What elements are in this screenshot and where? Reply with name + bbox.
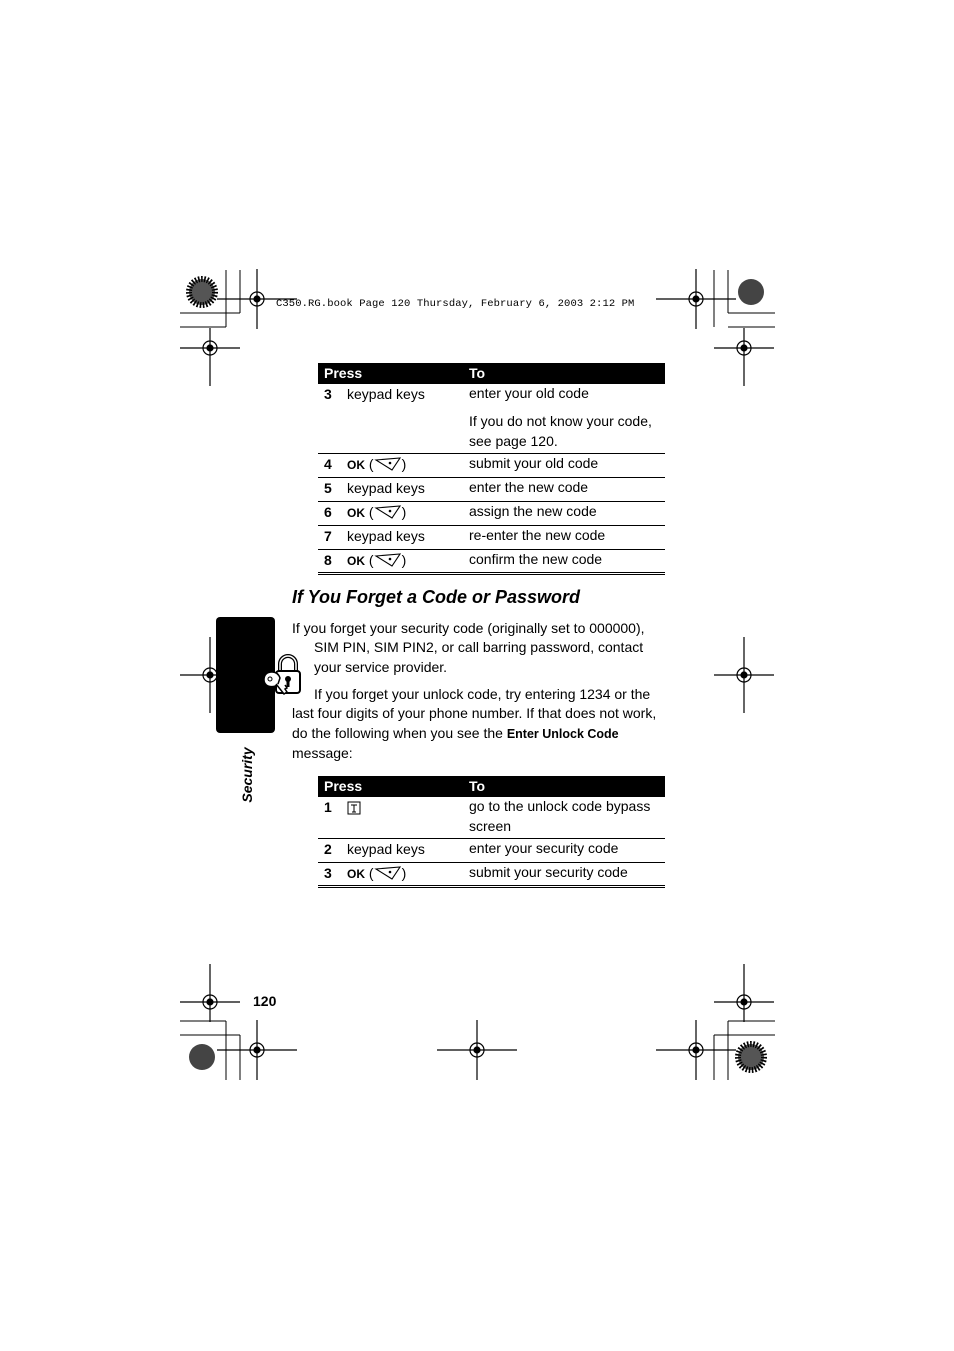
to-line: screen: [469, 817, 512, 834]
unlock-message-label: Enter Unlock Code: [506, 726, 619, 741]
col-press: Press: [324, 365, 363, 381]
menu-key-icon: [347, 801, 361, 815]
right-softkey-icon: [374, 553, 402, 567]
to-note: If you do not know your code, see page 120.: [469, 413, 652, 449]
to-cell: assign the new code: [469, 503, 597, 519]
press-cell: [347, 801, 361, 818]
para-line: your service provider.: [314, 658, 448, 675]
ok-key-label: OK: [347, 867, 365, 881]
table-row: [318, 478, 665, 502]
step-number: 3: [324, 865, 332, 881]
table-row: [318, 863, 665, 888]
step-number: 7: [324, 528, 332, 544]
press-cell: keypad keys: [347, 480, 425, 496]
side-tab-label: Security: [239, 747, 255, 803]
table-row: [318, 550, 665, 575]
lock-key-icon: [260, 650, 308, 698]
to-cell: submit your security code: [469, 864, 628, 880]
to-cell: enter your old code: [469, 385, 589, 401]
step-number: 8: [324, 552, 332, 568]
to-cell: enter your security code: [469, 840, 619, 856]
to-line: go to the unlock code bypass: [469, 798, 651, 814]
press-cell: OK ( ): [347, 552, 407, 568]
unlock-bypass-table: [318, 776, 665, 888]
table-row: [318, 384, 665, 454]
section-title: If You Forget a Code or Password: [292, 587, 581, 607]
step-number: 4: [324, 456, 332, 472]
page-number: 120: [253, 993, 277, 1009]
ok-key-label: OK: [347, 554, 365, 568]
table-row: [318, 454, 665, 478]
col-to: To: [469, 778, 486, 794]
para-line: do the following when you see the: [292, 724, 507, 741]
table-row: [318, 526, 665, 550]
paragraph-unlock-code: [292, 685, 672, 763]
press-cell: keypad keys: [347, 528, 425, 544]
press-cell: keypad keys: [347, 841, 425, 857]
col-press: Press: [324, 778, 363, 794]
step-number: 1: [324, 799, 332, 815]
table-header: [318, 363, 665, 384]
step-number: 6: [324, 504, 332, 520]
para-line: message:: [292, 744, 353, 761]
to-cell: [469, 797, 650, 836]
table-row: [318, 797, 665, 839]
to-cell: enter the new code: [469, 479, 589, 495]
to-cell: re-enter the new code: [469, 527, 606, 543]
print-header: C350.RG.book Page 120 Thursday, February 6, 2003 2:12 PM: [276, 298, 635, 310]
para-line: If you forget your security code (originally set to 000000),: [292, 620, 645, 636]
ok-key-label: OK: [347, 506, 365, 520]
to-cell: submit your old code: [469, 455, 599, 471]
to-cell: confirm the new code: [469, 551, 603, 567]
code-change-table: [318, 363, 665, 575]
press-cell: OK ( ): [347, 456, 407, 472]
press-cell: OK ( ): [347, 504, 407, 520]
right-softkey-icon: [374, 505, 402, 519]
para-line: SIM PIN, SIM PIN2, or call barring password, contact: [314, 639, 644, 656]
right-softkey-icon: [374, 866, 402, 880]
step-number: 2: [324, 841, 332, 857]
paragraph-forgot-code: [292, 619, 672, 677]
para-line: last four digits of your phone number. If that does not work,: [292, 705, 657, 722]
right-softkey-icon: [374, 457, 402, 471]
ok-key-label: OK: [347, 458, 365, 472]
para-line: If you forget your unlock code, try entering 1234 or the: [314, 686, 651, 702]
table-row: [318, 839, 665, 863]
press-cell: OK ( ): [347, 865, 407, 881]
table-row: [318, 502, 665, 526]
table-header: [318, 776, 665, 797]
step-number: 5: [324, 480, 332, 496]
col-to: To: [469, 365, 486, 381]
step-number: 3: [324, 386, 332, 402]
press-cell: keypad keys: [347, 386, 425, 402]
